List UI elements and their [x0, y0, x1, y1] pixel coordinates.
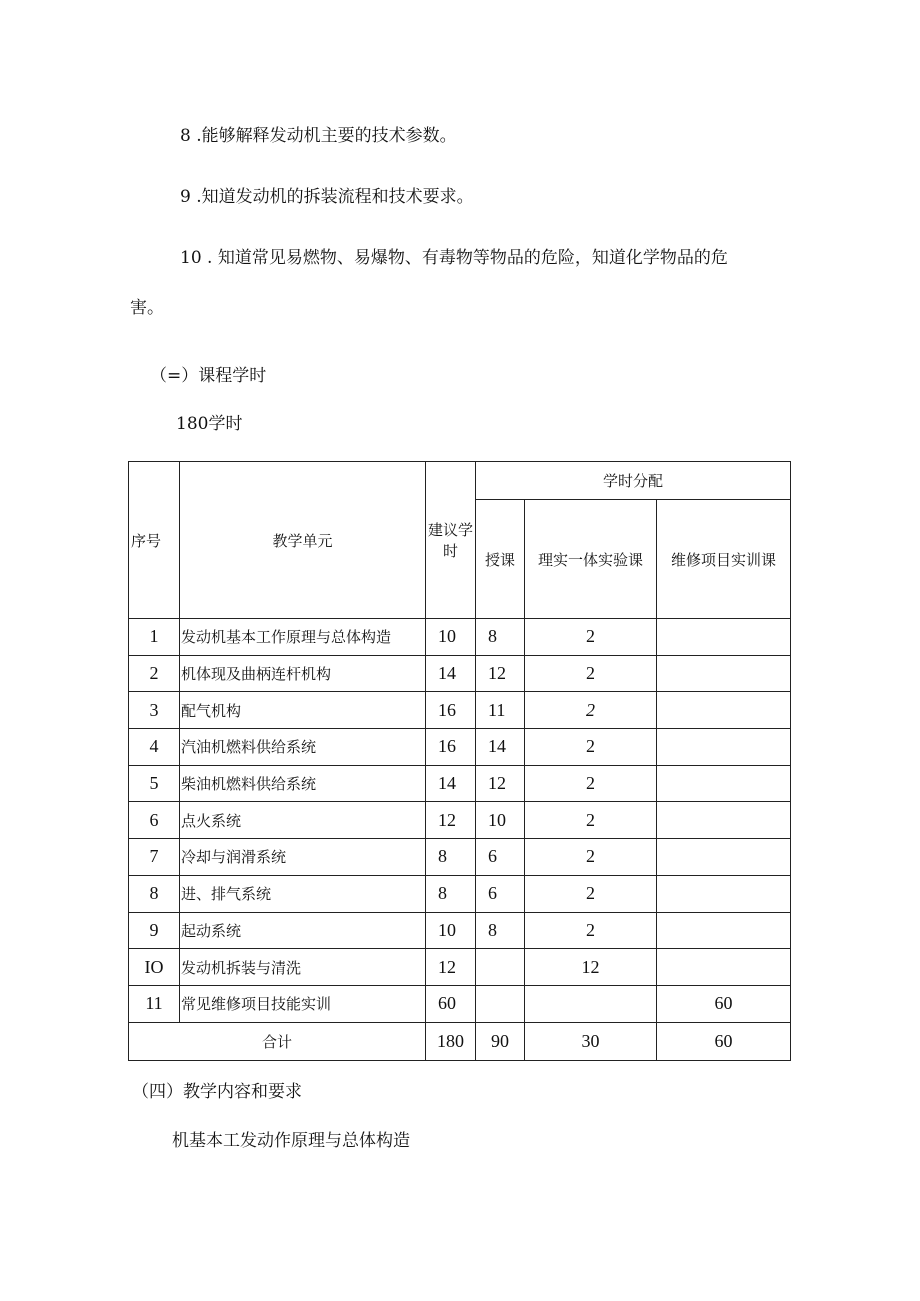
table-row	[129, 949, 791, 986]
row-integrated-hours: 2	[525, 692, 657, 729]
row-integrated-hours: 2	[525, 619, 657, 656]
total-course-hours: 180学时	[176, 414, 243, 434]
row-integrated-hours	[525, 985, 657, 1022]
header-integrated-lab: 理实一体实验课	[525, 500, 657, 619]
row-suggested-hours: 12	[426, 802, 476, 839]
table-row	[129, 839, 791, 876]
row-integrated-hours: 2	[525, 875, 657, 912]
row-lecture-hours: 10	[476, 802, 525, 839]
row-practice-hours	[657, 692, 791, 729]
row-teaching-unit: 发动机基本工作原理与总体构造	[180, 619, 426, 656]
header-seq: 序号	[129, 462, 180, 619]
row-seq: 4	[129, 729, 180, 766]
row-integrated-hours: 12	[525, 949, 657, 986]
row-suggested-hours: 12	[426, 949, 476, 986]
row-teaching-unit: 起动系统	[180, 912, 426, 949]
row-lecture-hours: 11	[476, 692, 525, 729]
section-heading-teaching-content: （四）教学内容和要求	[132, 1082, 302, 1102]
row-suggested-hours: 16	[426, 729, 476, 766]
row-seq: IO	[129, 949, 180, 986]
row-seq: 11	[129, 985, 180, 1022]
row-suggested-hours: 10	[426, 912, 476, 949]
row-teaching-unit: 进、排气系统	[180, 875, 426, 912]
row-lecture-hours: 6	[476, 839, 525, 876]
row-suggested-hours: 10	[426, 619, 476, 656]
row-practice-hours: 60	[657, 985, 791, 1022]
row-suggested-hours: 14	[426, 655, 476, 692]
row-practice-hours	[657, 619, 791, 656]
row-lecture-hours: 8	[476, 619, 525, 656]
row-teaching-unit: 柴油机燃料供给系统	[180, 765, 426, 802]
table-row	[129, 692, 791, 729]
row-practice-hours	[657, 655, 791, 692]
row-seq: 9	[129, 912, 180, 949]
course-hours-table	[128, 461, 791, 1061]
row-practice-hours	[657, 729, 791, 766]
row-suggested-hours: 14	[426, 765, 476, 802]
row-practice-hours	[657, 802, 791, 839]
header-suggested-hours: 建议学时	[426, 462, 476, 619]
row-integrated-hours: 2	[525, 839, 657, 876]
row-teaching-unit: 冷却与润滑系统	[180, 839, 426, 876]
row-integrated-hours: 2	[525, 729, 657, 766]
row-suggested-hours: 60	[426, 985, 476, 1022]
row-seq: 6	[129, 802, 180, 839]
row-lecture-hours	[476, 985, 525, 1022]
header-lecture: 授课	[476, 500, 525, 619]
table-row	[129, 655, 791, 692]
row-lecture-hours: 12	[476, 655, 525, 692]
table-row	[129, 619, 791, 656]
table-body	[129, 619, 791, 1023]
table-row	[129, 802, 791, 839]
row-seq: 5	[129, 765, 180, 802]
row-seq: 3	[129, 692, 180, 729]
header-teaching-unit: 教学单元	[180, 462, 426, 619]
row-teaching-unit: 汽油机燃料供给系统	[180, 729, 426, 766]
total-suggested: 180	[426, 1022, 476, 1060]
total-label: 合计	[129, 1022, 426, 1060]
header-hours-allocation: 学时分配	[476, 462, 791, 500]
total-practice: 60	[657, 1022, 791, 1060]
subheading-unit-1: 机基本工发动作原理与总体构造	[172, 1131, 410, 1151]
row-integrated-hours: 2	[525, 765, 657, 802]
row-lecture-hours: 12	[476, 765, 525, 802]
row-teaching-unit: 配气机构	[180, 692, 426, 729]
paragraph-item-8: 8 .能够解释发动机主要的技术参数。	[180, 126, 457, 146]
section-heading-course-hours: （=）课程学时	[150, 366, 267, 386]
row-practice-hours	[657, 765, 791, 802]
row-practice-hours	[657, 912, 791, 949]
total-integrated: 30	[525, 1022, 657, 1060]
row-suggested-hours: 16	[426, 692, 476, 729]
row-seq: 8	[129, 875, 180, 912]
table-row	[129, 765, 791, 802]
paragraph-item-10-line-2: 害。	[130, 298, 164, 318]
row-integrated-hours: 2	[525, 912, 657, 949]
header-repair-practice: 维修项目实训课	[657, 500, 791, 619]
row-seq: 1	[129, 619, 180, 656]
row-seq: 7	[129, 839, 180, 876]
row-practice-hours	[657, 839, 791, 876]
row-lecture-hours: 8	[476, 912, 525, 949]
total-lecture: 90	[476, 1022, 525, 1060]
row-practice-hours	[657, 875, 791, 912]
row-lecture-hours: 6	[476, 875, 525, 912]
row-lecture-hours: 14	[476, 729, 525, 766]
table-row	[129, 875, 791, 912]
row-teaching-unit: 发动机拆装与清洗	[180, 949, 426, 986]
row-teaching-unit: 常见维修项目技能实训	[180, 985, 426, 1022]
row-suggested-hours: 8	[426, 875, 476, 912]
row-teaching-unit: 点火系统	[180, 802, 426, 839]
row-teaching-unit: 机体现及曲柄连杆机构	[180, 655, 426, 692]
row-practice-hours	[657, 949, 791, 986]
table-row	[129, 729, 791, 766]
row-lecture-hours	[476, 949, 525, 986]
paragraph-item-10-line-1: 10 . 知道常见易燃物、易爆物、有毒物等物品的危险，知道化学物品的危	[180, 248, 728, 268]
table-row	[129, 912, 791, 949]
paragraph-item-9: 9 .知道发动机的拆装流程和技术要求。	[180, 187, 474, 207]
table-row	[129, 985, 791, 1022]
row-seq: 2	[129, 655, 180, 692]
row-integrated-hours: 2	[525, 655, 657, 692]
row-integrated-hours: 2	[525, 802, 657, 839]
row-suggested-hours: 8	[426, 839, 476, 876]
